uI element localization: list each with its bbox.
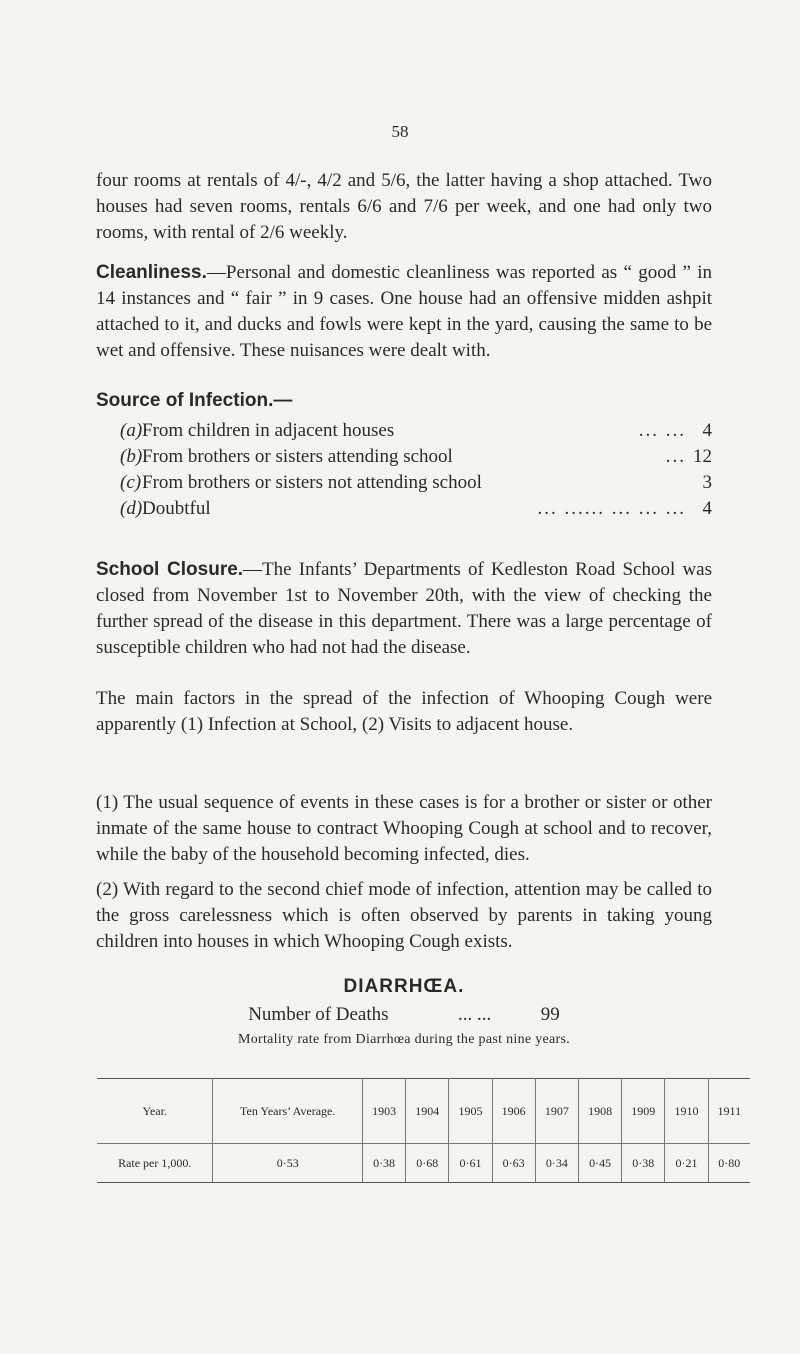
source-of-infection-section bbox=[96, 390, 712, 522]
rate-cell: 0·61 bbox=[449, 1144, 492, 1183]
rate-cell: 0·38 bbox=[362, 1144, 405, 1183]
item-label: (d) bbox=[120, 498, 143, 519]
page-number: 58 bbox=[391, 122, 409, 141]
factor-1-section bbox=[96, 790, 712, 868]
rate-cell: 0·45 bbox=[578, 1144, 621, 1183]
main-factors-paragraph: The main factors in the spread of the infection of Whooping Cough were apparently (1) Infection at School, (2) Visits to adjacent house. bbox=[96, 688, 712, 735]
intro-paragraph: four rooms at rentals of 4/-, 4/2 and 5/6, the latter having a shop attached. Two houses had seven rooms, rentals 6/6 and 7/6 per week, and one had only two rooms, with rental of 2/6 weekly. bbox=[96, 170, 712, 243]
mortality-caption: Mortality rate from Diarrhœa during the past nine years. bbox=[237, 1032, 571, 1047]
diarrhoea-title: DIARRHŒA. bbox=[343, 976, 465, 997]
table-header-cell: 1903 bbox=[362, 1079, 405, 1144]
source-of-infection-heading: Source of Infection.— bbox=[96, 390, 293, 411]
table-header-cell: Year. bbox=[97, 1079, 213, 1144]
deaths-label: Number of Deaths bbox=[248, 1004, 389, 1025]
rate-cell: 0·80 bbox=[708, 1144, 750, 1183]
item-dots: ... ...... ... ... ... bbox=[537, 498, 686, 519]
school-closure-text: —The Infants’ Departments of Kedleston Road School was closed from November 1st to November 20th, with the view of checking the further spread of the disease in this department. There was a large percentage of susceptible children who had not had the disease. bbox=[96, 559, 712, 658]
table-header-cell: 1908 bbox=[578, 1079, 621, 1144]
cleanliness-paragraph bbox=[96, 260, 712, 364]
item-label: (b) bbox=[120, 446, 143, 467]
item-count: 12 bbox=[693, 446, 712, 467]
rate-cell: 0·68 bbox=[406, 1144, 449, 1183]
item-count: 4 bbox=[702, 420, 712, 441]
list-item bbox=[120, 470, 712, 496]
school-closure-paragraph bbox=[96, 557, 712, 661]
rate-cell: 0·21 bbox=[665, 1144, 708, 1183]
deaths-line bbox=[96, 1004, 712, 1026]
list-item bbox=[120, 418, 712, 444]
cleanliness-heading: Cleanliness. bbox=[96, 262, 207, 283]
item-text: From brothers or sisters not attending school bbox=[142, 472, 482, 493]
table-header-cell: 1905 bbox=[449, 1079, 492, 1144]
rate-cell: 0·63 bbox=[492, 1144, 535, 1183]
cleanliness-section bbox=[96, 260, 712, 364]
table-header-cell: 1907 bbox=[535, 1079, 578, 1144]
rate-cell: 0·34 bbox=[535, 1144, 578, 1183]
list-item bbox=[120, 444, 712, 470]
factor-2-section bbox=[96, 877, 712, 955]
main-factors-section bbox=[96, 686, 712, 738]
table-header-cell: 1909 bbox=[622, 1079, 665, 1144]
deaths-value: 99 bbox=[540, 1004, 560, 1025]
factor-2-paragraph: (2) With regard to the second chief mode of infection, attention may be called to the gross carelessness which is often observed by parents in taking young children into houses in which Whooping Cough exists. bbox=[96, 879, 712, 952]
table-header-row bbox=[97, 1079, 750, 1144]
item-label: (c) bbox=[120, 472, 142, 493]
rate-cell: 0·38 bbox=[622, 1144, 665, 1183]
item-count: 4 bbox=[702, 498, 712, 519]
table-header-cell: Ten Years’ Average. bbox=[213, 1079, 363, 1144]
factor-1-paragraph: (1) The usual sequence of events in these cases is for a brother or sister or other inmate of the same house to contract Whooping Cough at school and to recover, while the baby of the household becoming infected, dies. bbox=[96, 792, 712, 865]
mortality-table bbox=[97, 1078, 750, 1183]
table-header-cell: 1911 bbox=[708, 1079, 750, 1144]
list-item bbox=[120, 496, 712, 522]
school-closure-section bbox=[96, 557, 712, 661]
item-count: 3 bbox=[702, 472, 712, 493]
item-text: From children in adjacent houses bbox=[142, 420, 395, 441]
cleanliness-text: —Personal and domestic cleanliness was reported as “ good ” in 14 instances and “ fair ” in 9 cases. One house had an offensive midden ashpit attached to it, and ducks and fowls were kept in the yard, causing the same to be wet and offensive. These nuisances were dealt with. bbox=[96, 262, 712, 361]
item-dots: ... bbox=[665, 446, 686, 467]
item-dots: ... ... bbox=[638, 420, 686, 441]
table-header-cell: 1910 bbox=[665, 1079, 708, 1144]
item-text: From brothers or sisters attending school bbox=[142, 446, 453, 467]
diarrhoea-section bbox=[96, 976, 712, 1048]
intro-paragraph-block bbox=[96, 168, 712, 246]
table-header-cell: 1906 bbox=[492, 1079, 535, 1144]
rate-cell: 0·53 bbox=[213, 1144, 363, 1183]
school-closure-heading: School Closure. bbox=[96, 559, 244, 580]
source-of-infection-list bbox=[96, 418, 712, 522]
row-label-cell: Rate per 1,000. bbox=[118, 1155, 192, 1170]
item-label: (a) bbox=[120, 420, 143, 441]
table-header-cell: 1904 bbox=[406, 1079, 449, 1144]
table-row bbox=[97, 1144, 750, 1183]
deaths-dots: ... ... bbox=[458, 1004, 492, 1025]
item-text: Doubtful bbox=[142, 498, 211, 519]
